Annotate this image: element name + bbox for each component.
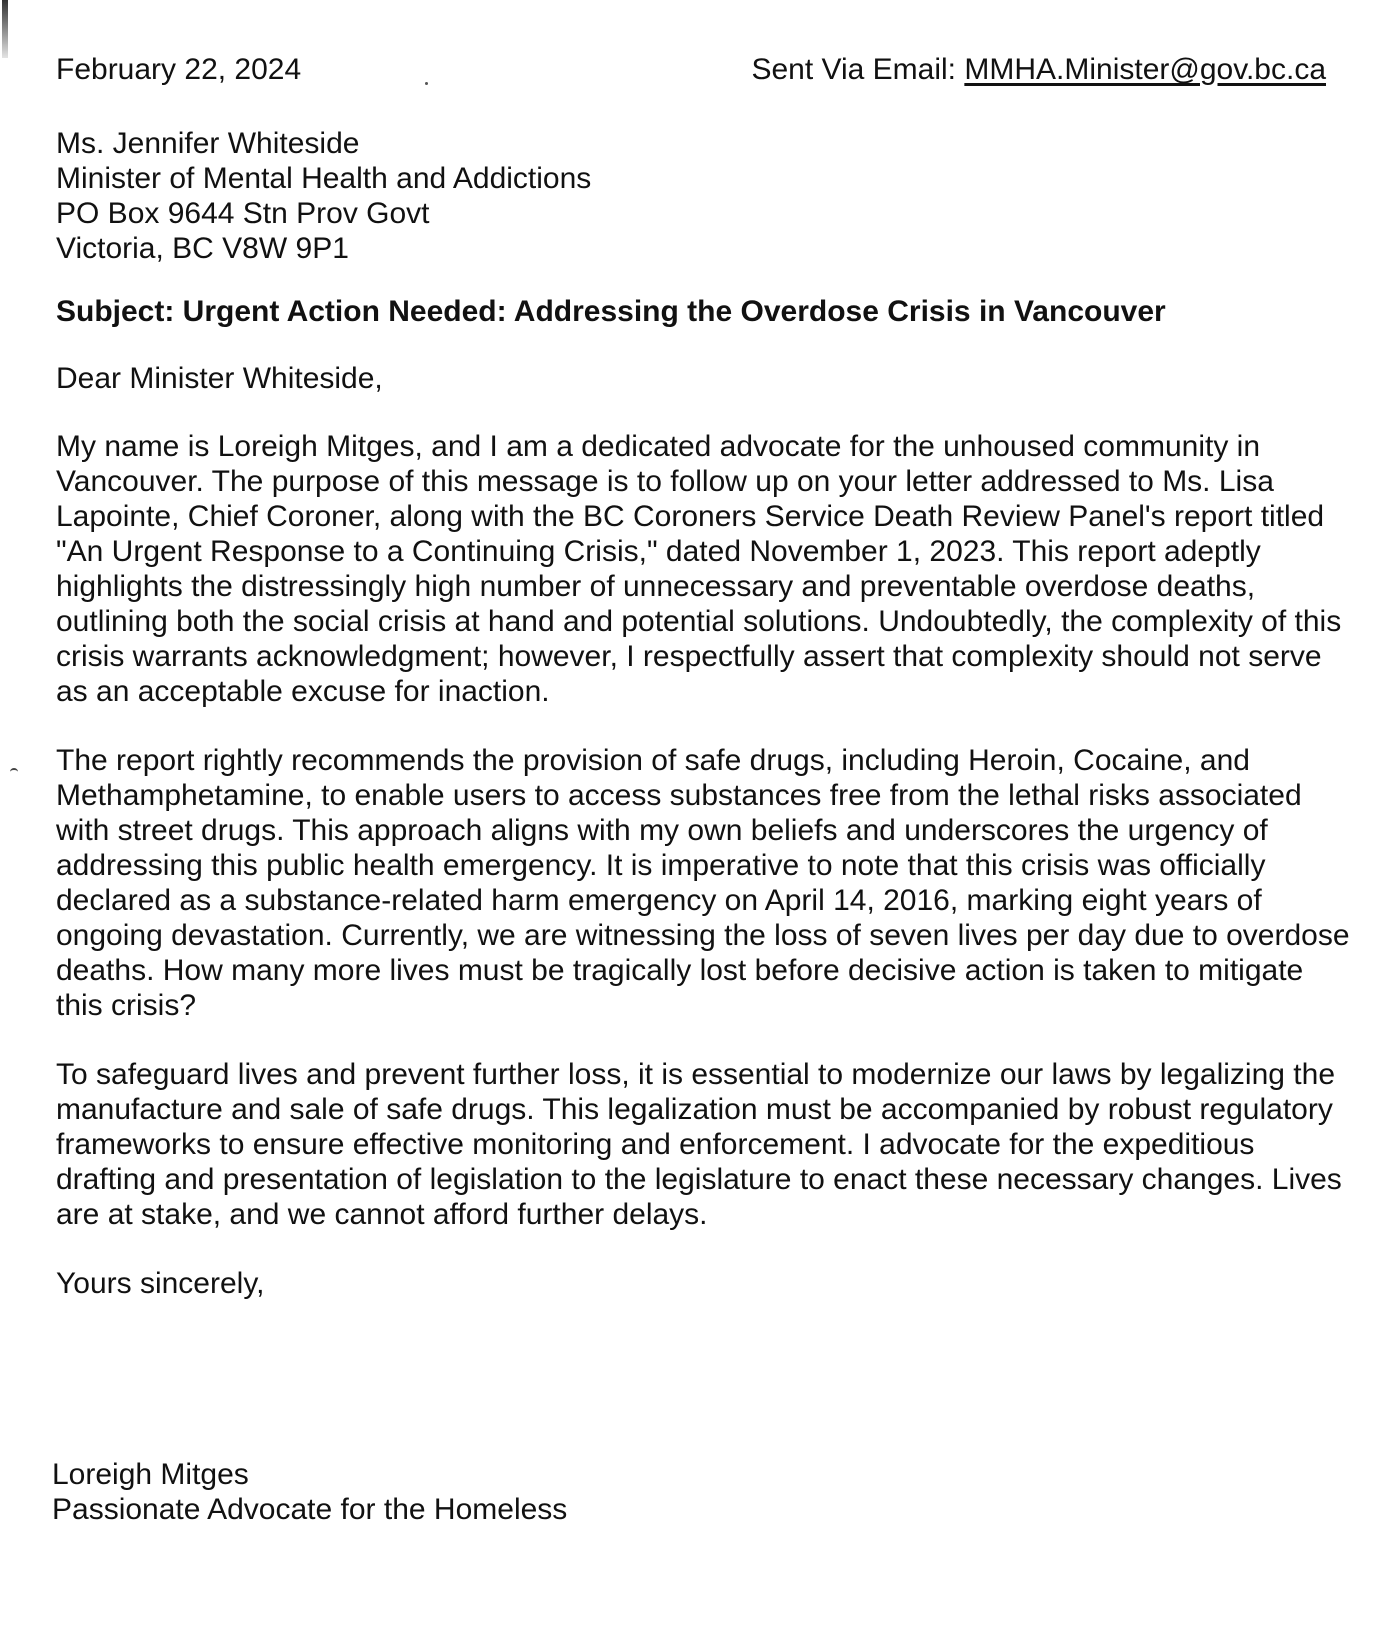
body-paragraph-1: My name is Loreigh Mitges, and I am a dedicated advocate for the unhoused community in Vancouver. The purpose of this message is to follow up on your letter addressed to Ms. Lisa Lapointe, Chief Coroner, along with the BC Coroners Service Death Review Panel's report titled "An Urgent Response to a Continuing Crisis," dated November 1, 2023. This report adeptly highlights the distressingly high number of unnecessary and preventable overdose deaths, outlining both the social crisis at hand and potential solutions. Undoubtedly, the complexity of this crisis warrants acknowledgment; however, I respectfully assert that complexity should not serve as an acceptable excuse for inaction. <box>56 430 1342 708</box>
recipient-title: Minister of Mental Health and Addictions <box>56 162 592 195</box>
scan-edge-artifact <box>2 0 8 58</box>
recipient-address <box>56 126 1352 266</box>
signature-title: Passionate Advocate for the Homeless <box>52 1493 568 1526</box>
letter-date: February 22, 2024 <box>56 53 302 86</box>
body-paragraph-3: To safeguard lives and prevent further loss, it is essential to modernize our laws by legalizing the manufacture and sale of safe drugs. This legalization must be accompanied by robust regulatory frameworks to ensure effective monitoring and enforcement. I advocate for the expeditious drafting and presentation of legislation to the legislature to enact these necessary changes. Lives are at stake, and we cannot afford further delays. <box>56 1058 1342 1231</box>
recipient-name: Ms. Jennifer Whiteside <box>56 127 360 160</box>
recipient-address-line1: PO Box 9644 Stn Prov Govt <box>56 197 430 230</box>
letter-closing: Yours sincerely, <box>56 1267 265 1300</box>
sent-via-label: Sent Via Email: <box>751 53 965 86</box>
scan-mark-artifact <box>10 768 18 774</box>
sent-via-line <box>751 50 1326 90</box>
letter-content <box>56 126 1352 1301</box>
recipient-email-link[interactable]: MMHA.Minister@gov.bc.ca <box>964 53 1326 86</box>
recipient-address-line2: Victoria, BC V8W 9P1 <box>56 232 349 265</box>
signature-block <box>52 1457 567 1527</box>
signature-name: Loreigh Mitges <box>52 1458 249 1491</box>
letter-salutation: Dear Minister Whiteside, <box>56 362 383 395</box>
letter-subject: Subject: Urgent Action Needed: Addressing the Overdose Crisis in Vancouver <box>56 295 1166 328</box>
letter-header <box>56 50 1326 90</box>
body-paragraph-2: The report rightly recommends the provision of safe drugs, including Heroin, Cocaine, and Methamphetamine, to enable users to access substances free from the lethal risks associated with street drugs. This approach aligns with my own beliefs and underscores the urgency of addressing this public health emergency. It is imperative to note that this crisis was officially declared as a substance-related harm emergency on April 14, 2016, marking eight years of ongoing devastation. Currently, we are witnessing the loss of seven lives per day due to overdose deaths. How many more lives must be tragically lost before decisive action is taken to mitigate this crisis? <box>56 744 1350 1022</box>
